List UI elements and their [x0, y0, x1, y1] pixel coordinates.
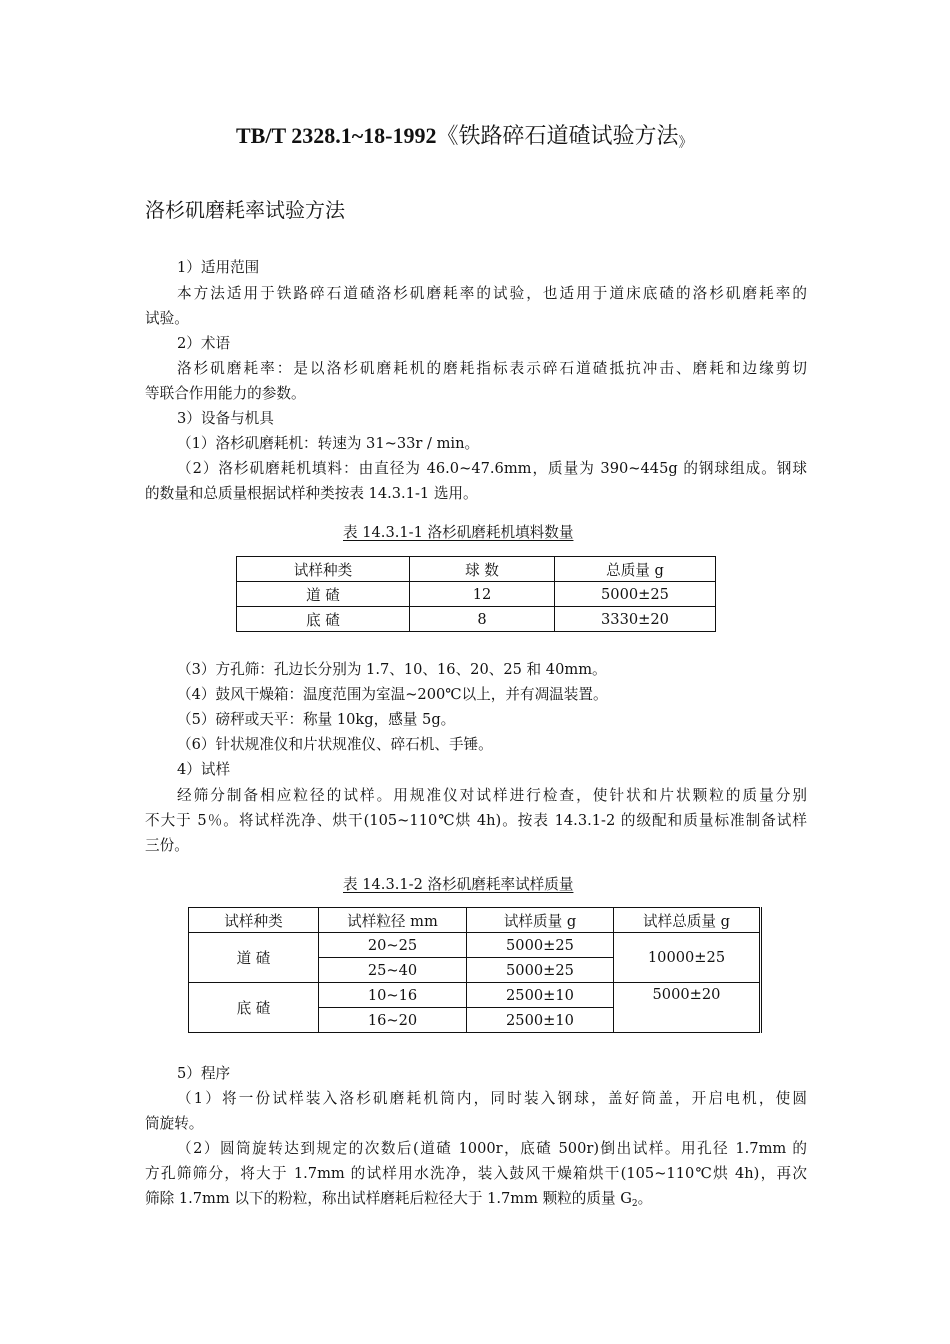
table-cell: 3330±20 [555, 607, 716, 632]
table-cell: 2500±10 [467, 983, 614, 1008]
list-item-continued: 的数量和总质量根据试样种类按表 14.3.1-1 选用。 [145, 485, 478, 502]
list-item: （2）洛杉矶磨耗机填料：由直径为 46.0~47.6mm，质量为 390~445g 的钢球组成。钢球 [177, 460, 807, 477]
header-cell: 试样种类 [189, 908, 319, 933]
table-cell: 20~25 [319, 933, 467, 958]
section-title: 洛杉矶磨耗率试验方法 [145, 198, 345, 222]
text-run: 。 [637, 1190, 653, 1207]
header-cell: 试样种类 [237, 557, 410, 582]
table-cell: 2500±10 [467, 1008, 614, 1033]
subscript: 2 [631, 1199, 638, 1209]
paragraph-line: 不大于 5％。将试样洗净、烘干(105~110℃烘 4h)。按表 14.3.1-2 的级配和质量标准制备试样 [145, 812, 807, 829]
heading-procedure: 5）程序 [177, 1065, 231, 1082]
list-item: （2）圆筒旋转达到规定的次数后(道碴 1000r，底碴 500r)倒出试样。用孔径 1.7mm 的 [177, 1140, 807, 1157]
table-cell: 12 [410, 582, 555, 607]
table-cell: 道 碴 [237, 582, 410, 607]
table-cell: 5000±25 [555, 582, 716, 607]
table-row [189, 983, 761, 1008]
list-item-continued [145, 1189, 652, 1214]
title-close-bracket: 》 [678, 135, 693, 151]
table-cell: 底 碴 [237, 607, 410, 632]
table-cell: 底 碴 [189, 983, 319, 1033]
header-cell: 试样总质量 g [614, 908, 761, 933]
list-item: （1）将一份试样装入洛杉矶磨耗机筒内，同时装入钢球，盖好筒盖，开启电机，使圆 [177, 1090, 807, 1107]
list-item-continued: 方孔筛筛分，将大于 1.7mm 的试样用水洗净，装入鼓风干燥箱烘干(105~110℃烘 4h)，再次 [145, 1165, 807, 1182]
paragraph-line: 三份。 [145, 837, 189, 854]
list-item: （3）方孔筛：孔边长分别为 1.7、10、16、20、25 和 40mm。 [177, 661, 607, 678]
heading-sample: 4）试样 [177, 761, 231, 778]
list-item: （4）鼓风干燥箱：温度范围为室温~200℃以上，并有凋温装置。 [177, 686, 608, 703]
paragraph-line: 等联合作用能力的参数。 [145, 385, 306, 402]
list-item: （5）磅秤或天平：称量 10kg，感量 5g。 [177, 711, 456, 728]
header-cell: 球 数 [410, 557, 555, 582]
standard-name: 《铁路碎石道碴试验方法 [436, 124, 679, 149]
table-header-row [237, 557, 716, 582]
paragraph-line: 洛杉矶磨耗率：是以洛杉矶磨耗机的磨耗指标表示碎石道碴抵抗冲击、磨耗和边缘剪切 [177, 360, 807, 377]
table-cell: 5000±20 [614, 983, 761, 1033]
table-cell: 10000±25 [614, 933, 761, 983]
list-item: （1）洛杉矶磨耗机：转速为 31~33r / min。 [177, 435, 480, 452]
header-cell: 总质量 g [555, 557, 716, 582]
table2-caption: 表 14.3.1-2 洛杉矶磨耗率试样质量 [343, 876, 574, 893]
table-cell: 10~16 [319, 983, 467, 1008]
header-cell: 试样粒径 mm [319, 908, 467, 933]
text-run: 筛除 1.7mm 以下的粉粒，称出试样磨耗后粒径大于 1.7mm 颗粒的质量 G [145, 1190, 632, 1207]
paragraph-line: 本方法适用于铁路碎石道碴洛杉矶磨耗率的试验，也适用于道床底碴的洛杉矶磨耗率的 [177, 285, 807, 302]
paragraph-line: 试验。 [145, 310, 189, 327]
table1-caption: 表 14.3.1-1 洛杉矶磨耗机填料数量 [343, 524, 574, 541]
table-cell: 道 碴 [189, 933, 319, 983]
heading-equipment: 3）设备与机具 [177, 410, 274, 427]
document-title [236, 119, 693, 152]
table-cell: 5000±25 [467, 933, 614, 958]
table-cell: 16~20 [319, 1008, 467, 1033]
table-sample-mass [188, 907, 762, 1033]
heading-terms: 2）术语 [177, 335, 231, 352]
table-row [237, 607, 716, 632]
heading-scope: 1）适用范围 [177, 259, 260, 276]
table-cell: 5000±25 [467, 958, 614, 983]
paragraph-line: 经筛分制备相应粒径的试样。用规准仪对试样进行检查，使针状和片状颗粒的质量分别 [177, 787, 807, 804]
table-cell: 25~40 [319, 958, 467, 983]
standard-code: TB/T 2328.1~18-1992 [236, 123, 437, 148]
table-filler-quantity [236, 556, 716, 632]
table-row [189, 933, 761, 958]
table-header-row [189, 908, 761, 933]
header-cell: 试样质量 g [467, 908, 614, 933]
table-row [237, 582, 716, 607]
table-cell: 8 [410, 607, 555, 632]
list-item-continued: 筒旋转。 [145, 1115, 204, 1132]
list-item: （6）针状规准仪和片状规准仪、碎石机、手锤。 [177, 736, 493, 753]
